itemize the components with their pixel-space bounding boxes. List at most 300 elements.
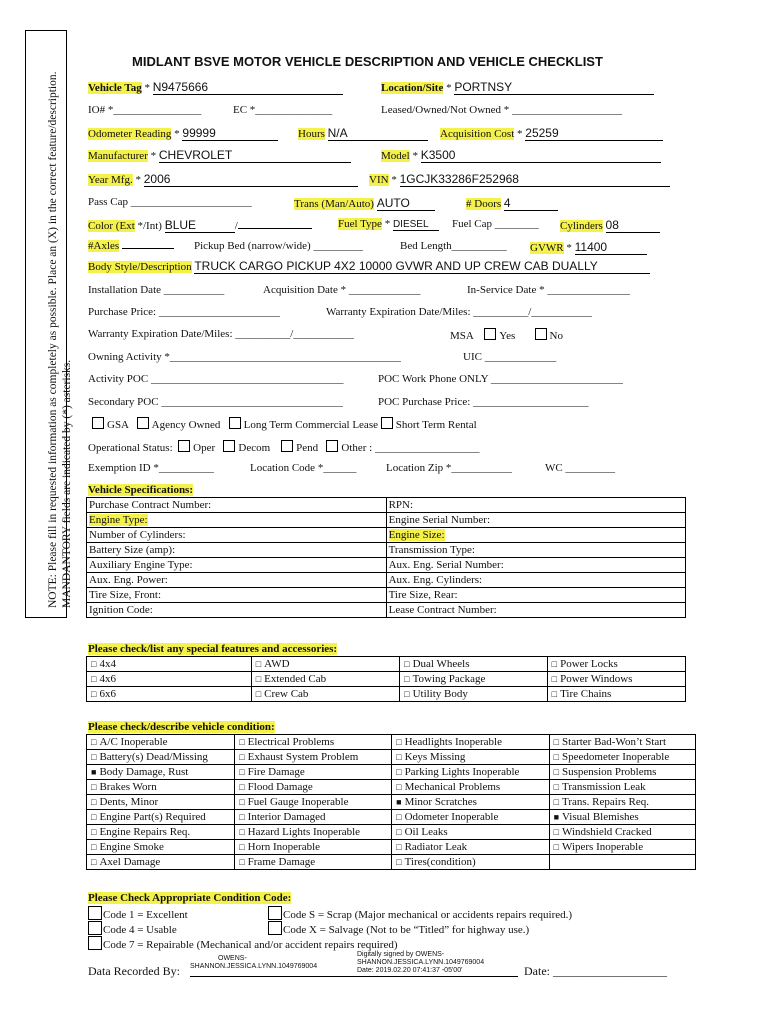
condition-item[interactable] bbox=[87, 825, 235, 840]
specs-cell-label: Transmission Type: bbox=[388, 544, 475, 556]
lease-options-row bbox=[92, 417, 477, 431]
condition-row bbox=[87, 750, 696, 765]
fuel-cap-field[interactable]: Fuel Cap ________ bbox=[452, 218, 539, 230]
condition-item[interactable] bbox=[235, 780, 392, 795]
condition-label: Parking Lights Inoperable bbox=[404, 766, 520, 778]
condition-label: Frame Damage bbox=[247, 856, 316, 868]
condition-checkbox[interactable]: □ bbox=[553, 767, 560, 777]
condition-label: Tires(condition) bbox=[404, 856, 476, 868]
specs-cell-label: Aux. Eng. Cylinders: bbox=[388, 574, 483, 586]
condition-item[interactable] bbox=[87, 735, 235, 750]
condition-item[interactable] bbox=[392, 765, 549, 780]
condition-item[interactable] bbox=[392, 825, 549, 840]
doors-row bbox=[466, 196, 558, 211]
feature-checkbox[interactable]: □ bbox=[255, 659, 262, 669]
condition-item[interactable] bbox=[87, 855, 235, 870]
condition-item[interactable] bbox=[549, 825, 695, 840]
condition-checkbox[interactable]: □ bbox=[91, 782, 97, 792]
cylinders-field[interactable]: 08 bbox=[606, 218, 660, 233]
feature-item[interactable] bbox=[87, 672, 252, 687]
location-site-label: Location/Site bbox=[381, 82, 444, 94]
specs-table bbox=[86, 497, 686, 618]
fuel-type-row: Fuel Type * DIESEL bbox=[338, 218, 439, 231]
trans-row bbox=[294, 196, 435, 211]
cylinders-row bbox=[560, 218, 660, 233]
condition-label: A/C Inoperable bbox=[99, 736, 168, 748]
condition-item[interactable] bbox=[549, 750, 695, 765]
specs-cell-label: Auxiliary Engine Type: bbox=[89, 559, 193, 571]
vin-field[interactable]: 1GCJK33286F252968 bbox=[400, 172, 670, 187]
condition-label: Trans. Repairs Req. bbox=[562, 796, 649, 808]
msa-no-checkbox[interactable] bbox=[535, 328, 547, 340]
long-term-lease-label: Long Term Commercial Lease bbox=[243, 419, 378, 431]
owning-activity-field[interactable]: Owning Activity *__________________________________________ bbox=[88, 351, 401, 363]
feature-label: Power Locks bbox=[560, 658, 618, 670]
specs-cell[interactable] bbox=[386, 603, 685, 618]
specs-cell[interactable] bbox=[386, 513, 685, 528]
condition-checkbox[interactable]: □ bbox=[91, 842, 97, 852]
specs-cell[interactable] bbox=[87, 498, 387, 513]
condition-checkbox[interactable]: □ bbox=[91, 827, 97, 837]
condition-item[interactable] bbox=[87, 795, 235, 810]
trans-field[interactable]: AUTO bbox=[377, 196, 435, 211]
condition-label: Starter Bad-Won’t Start bbox=[562, 736, 667, 748]
condition-label: Fuel Gauge Inoperable bbox=[247, 796, 349, 808]
condition-item[interactable] bbox=[549, 765, 695, 780]
wc-field[interactable]: WC _________ bbox=[545, 462, 615, 474]
acq-cost-row: Acquisition Cost * 25259 bbox=[440, 126, 663, 141]
data-recorded-by-label: Data Recorded By: bbox=[88, 964, 180, 978]
code1-checkbox[interactable] bbox=[88, 906, 102, 920]
feature-checkbox[interactable]: □ bbox=[91, 689, 97, 699]
color-label: Color (Ext bbox=[88, 220, 135, 232]
pickup-bed-field[interactable]: Pickup Bed (narrow/wide) _________ bbox=[194, 240, 363, 252]
short-term-rental-label: Short Term Rental bbox=[395, 419, 477, 431]
feature-label: 6x6 bbox=[99, 688, 116, 700]
axles-label: #Axles bbox=[88, 240, 120, 252]
feature-label: 4x6 bbox=[99, 673, 116, 685]
digital-signature-info bbox=[357, 951, 484, 975]
condition-item[interactable] bbox=[235, 810, 392, 825]
oper-label: Oper bbox=[193, 442, 216, 454]
feature-item[interactable] bbox=[400, 657, 548, 672]
condition-item[interactable] bbox=[549, 735, 695, 750]
features-header: Please check/list any special features and accessories: bbox=[88, 643, 338, 655]
specs-cell[interactable] bbox=[386, 558, 685, 573]
condition-item[interactable] bbox=[549, 780, 695, 795]
condition-item[interactable] bbox=[235, 855, 392, 870]
condition-label: Horn Inoperable bbox=[247, 841, 321, 853]
model-field[interactable]: K3500 bbox=[421, 148, 661, 163]
condition-label: Electrical Problems bbox=[247, 736, 335, 748]
warranty-exp-field[interactable]: Warranty Expiration Date/Miles: __________/___________ bbox=[326, 306, 592, 318]
in-service-date-field[interactable]: In-Service Date * _______________ bbox=[467, 284, 630, 296]
decom-checkbox[interactable] bbox=[223, 440, 235, 452]
specs-cell[interactable] bbox=[386, 573, 685, 588]
feature-label: Utility Body bbox=[412, 688, 468, 700]
digital-line2: SHANNON.JESSICA.LYNN.1049769004 bbox=[357, 959, 485, 966]
hours-row bbox=[298, 126, 428, 141]
vehicle-tag-label: Vehicle Tag bbox=[88, 82, 142, 94]
specs-cell[interactable] bbox=[87, 528, 387, 543]
condition-checkbox[interactable]: ■ bbox=[396, 797, 402, 807]
features-table bbox=[86, 656, 686, 702]
feature-item[interactable] bbox=[400, 672, 548, 687]
agency-owned-checkbox[interactable] bbox=[137, 417, 149, 429]
feature-checkbox[interactable]: □ bbox=[551, 659, 558, 669]
pend-label: Pend bbox=[296, 442, 319, 454]
condition-item[interactable] bbox=[549, 795, 695, 810]
specs-cell-label: Engine Type: bbox=[89, 514, 148, 526]
condition-label: Battery(s) Dead/Missing bbox=[99, 751, 208, 763]
feature-label: Towing Package bbox=[412, 673, 486, 685]
condition-item[interactable] bbox=[392, 855, 549, 870]
purchase-price-field[interactable]: Purchase Price: ______________________ bbox=[88, 306, 280, 318]
condition-row bbox=[87, 780, 696, 795]
oper-checkbox[interactable] bbox=[178, 440, 190, 452]
specs-cell[interactable] bbox=[87, 543, 387, 558]
feature-checkbox[interactable]: □ bbox=[551, 674, 558, 684]
condition-checkbox[interactable]: □ bbox=[239, 857, 245, 867]
decom-label: Decom bbox=[238, 442, 271, 454]
condition-item[interactable] bbox=[549, 810, 695, 825]
pend-checkbox[interactable] bbox=[281, 440, 293, 452]
feature-item[interactable] bbox=[87, 657, 252, 672]
specs-cell[interactable] bbox=[87, 603, 387, 618]
condition-checkbox[interactable]: □ bbox=[396, 812, 402, 822]
body-style-field[interactable]: TRUCK CARGO PICKUP 4X2 10000 GVWR AND UP CREW CAB DUALLY bbox=[194, 259, 650, 274]
condition-checkbox[interactable]: □ bbox=[396, 737, 402, 747]
feature-label: Tire Chains bbox=[560, 688, 612, 700]
activity-poc-field[interactable]: Activity POC ___________________________________ bbox=[88, 373, 344, 385]
other-checkbox[interactable] bbox=[326, 440, 338, 452]
specs-cell-label: Battery Size (amp): bbox=[89, 544, 176, 556]
pass-cap-field[interactable]: Pass Cap ______________________ bbox=[88, 196, 252, 208]
condition-checkbox[interactable]: ■ bbox=[553, 812, 560, 822]
acq-cost-field[interactable]: 25259 bbox=[525, 126, 663, 141]
location-site-field[interactable]: PORTNSY bbox=[454, 80, 654, 95]
poc-purchase-price-field[interactable]: POC Purchase Price: _____________________ bbox=[378, 396, 589, 408]
specs-cell[interactable] bbox=[386, 588, 685, 603]
condition-item[interactable] bbox=[235, 765, 392, 780]
condition-label: Windshield Cracked bbox=[562, 826, 652, 838]
feature-label: Dual Wheels bbox=[412, 658, 470, 670]
code7-checkbox[interactable] bbox=[88, 936, 102, 950]
condition-label: Flood Damage bbox=[247, 781, 313, 793]
condition-checkbox[interactable]: □ bbox=[91, 797, 97, 807]
vin-label: VIN bbox=[369, 174, 389, 186]
location-code-field[interactable]: Location Code *______ bbox=[250, 462, 357, 474]
color-ext-field[interactable]: BLUE bbox=[165, 218, 235, 233]
codeX-checkbox[interactable] bbox=[268, 921, 282, 935]
year-field[interactable]: 2006 bbox=[144, 172, 358, 187]
date-field[interactable]: Date: ___________________ bbox=[524, 964, 667, 978]
vin-row: VIN * 1GCJK33286F252968 bbox=[369, 172, 670, 187]
year-row: Year Mfg. * 2006 bbox=[88, 172, 358, 187]
condition-item[interactable] bbox=[392, 780, 549, 795]
feature-item[interactable] bbox=[87, 687, 252, 702]
odometer-label: Odometer Reading bbox=[88, 128, 172, 140]
feature-checkbox[interactable]: □ bbox=[404, 689, 410, 699]
axles-field[interactable] bbox=[122, 248, 174, 249]
codeS-checkbox[interactable] bbox=[268, 906, 282, 920]
code7-label: Code 7 = Repairable (Mechanical and/or accident repairs required) bbox=[103, 939, 398, 951]
features-row bbox=[87, 687, 686, 702]
year-label: Year Mfg. bbox=[88, 174, 133, 186]
condition-label: Headlights Inoperable bbox=[404, 736, 502, 748]
specs-cell-label: Tire Size, Front: bbox=[89, 589, 162, 601]
color-row: Color (Ext */Int) BLUE / bbox=[88, 218, 312, 233]
condition-checkbox[interactable]: □ bbox=[553, 827, 560, 837]
feature-label: AWD bbox=[264, 658, 290, 670]
condition-checkbox[interactable]: □ bbox=[553, 752, 560, 762]
acq-cost-label: Acquisition Cost bbox=[440, 128, 515, 140]
vehicle-tag-row: Vehicle Tag * N9475666 bbox=[88, 80, 343, 95]
hours-field[interactable]: N/A bbox=[328, 126, 428, 141]
model-row: Model * K3500 bbox=[381, 148, 661, 163]
msa-row bbox=[450, 328, 563, 342]
condition-label: Mechanical Problems bbox=[404, 781, 501, 793]
condition-checkbox[interactable]: □ bbox=[239, 842, 245, 852]
fuel-type-field[interactable]: DIESEL bbox=[393, 219, 439, 231]
specs-cell[interactable] bbox=[87, 573, 387, 588]
condition-checkbox[interactable]: □ bbox=[553, 842, 560, 852]
condition-row bbox=[87, 840, 696, 855]
condition-row bbox=[87, 855, 696, 870]
condition-checkbox[interactable]: □ bbox=[239, 737, 245, 747]
poc-work-phone-field[interactable]: POC Work Phone ONLY ________________________ bbox=[378, 373, 623, 385]
condition-checkbox[interactable]: □ bbox=[91, 857, 97, 867]
short-term-rental-checkbox[interactable] bbox=[381, 417, 393, 429]
specs-cell-label: Number of Cylinders: bbox=[89, 529, 186, 541]
condition-checkbox[interactable]: □ bbox=[396, 827, 402, 837]
condition-item[interactable] bbox=[235, 735, 392, 750]
condition-checkbox[interactable]: □ bbox=[396, 782, 402, 792]
code4-checkbox[interactable] bbox=[88, 921, 102, 935]
signature-name-line1: OWENS- bbox=[218, 955, 247, 962]
condition-label: Visual Blemishes bbox=[562, 811, 639, 823]
ec-field[interactable]: EC *______________ bbox=[233, 104, 333, 116]
model-label: Model bbox=[381, 150, 410, 162]
specs-cell[interactable] bbox=[386, 543, 685, 558]
feature-item[interactable] bbox=[547, 672, 685, 687]
condition-label: Dents, Minor bbox=[99, 796, 159, 808]
feature-item[interactable] bbox=[251, 657, 399, 672]
specs-row bbox=[87, 543, 686, 558]
specs-cell-label: Ignition Code: bbox=[89, 604, 153, 616]
manufacturer-field[interactable]: CHEVROLET bbox=[159, 148, 351, 163]
condition-item[interactable] bbox=[392, 810, 549, 825]
feature-checkbox[interactable]: □ bbox=[255, 674, 262, 684]
condition-item[interactable] bbox=[87, 780, 235, 795]
condition-checkbox[interactable]: □ bbox=[553, 782, 560, 792]
long-term-lease-checkbox[interactable] bbox=[229, 417, 241, 429]
condition-item[interactable] bbox=[235, 840, 392, 855]
condition-item[interactable] bbox=[392, 750, 549, 765]
condition-label: Engine Smoke bbox=[99, 841, 164, 853]
specs-cell-label: Tire Size, Rear: bbox=[388, 589, 458, 601]
condition-checkbox[interactable]: ■ bbox=[91, 767, 97, 777]
condition-row bbox=[87, 765, 696, 780]
condition-checkbox[interactable]: □ bbox=[396, 857, 402, 867]
condition-checkbox[interactable]: □ bbox=[239, 752, 245, 762]
gsa-label: GSA bbox=[107, 419, 129, 431]
condition-label: Body Damage, Rust bbox=[99, 766, 189, 778]
manufacturer-label: Manufacturer bbox=[88, 150, 148, 162]
leased-owned-field[interactable]: Leased/Owned/Not Owned * ____________________ bbox=[381, 104, 623, 116]
condition-header: Please check/describe vehicle condition: bbox=[88, 721, 275, 733]
condition-checkbox[interactable]: □ bbox=[239, 827, 245, 837]
agency-owned-label: Agency Owned bbox=[151, 419, 221, 431]
specs-row bbox=[87, 528, 686, 543]
other-label[interactable]: Other : ___________________ bbox=[341, 442, 480, 454]
op-status-label: Operational Status: bbox=[88, 442, 173, 454]
specs-cell[interactable] bbox=[386, 498, 685, 513]
specs-row bbox=[87, 603, 686, 618]
codeX-row bbox=[268, 921, 529, 936]
installation-date-field[interactable]: Installation Date ___________ bbox=[88, 284, 225, 296]
form-title: MIDLANT BSVE MOTOR VEHICLE DESCRIPTION AND VEHICLE CHECKLIST bbox=[132, 54, 603, 69]
color-int-label: */Int) bbox=[137, 220, 162, 232]
feature-checkbox[interactable]: □ bbox=[91, 674, 97, 684]
acquisition-date-field[interactable]: Acquisition Date * _____________ bbox=[263, 284, 421, 296]
warranty-exp-field-2[interactable]: Warranty Expiration Date/Miles: __________/___________ bbox=[88, 328, 354, 340]
specs-cell[interactable] bbox=[87, 588, 387, 603]
specs-cell-label: Engine Serial Number: bbox=[388, 514, 491, 526]
condition-item[interactable] bbox=[235, 750, 392, 765]
condition-checkbox[interactable]: □ bbox=[396, 842, 402, 852]
signature-name-line2: SHANNON.JESSICA.LYNN.1049769004 bbox=[190, 963, 318, 970]
odometer-field[interactable]: 99999 bbox=[182, 126, 278, 141]
gvwr-label: GVWR bbox=[530, 242, 564, 254]
condition-checkbox[interactable]: □ bbox=[91, 812, 97, 822]
bed-length-field[interactable]: Bed Length__________ bbox=[400, 240, 507, 252]
condition-checkbox[interactable]: □ bbox=[239, 812, 245, 822]
io-field[interactable]: IO# *________________ bbox=[88, 104, 202, 116]
feature-item[interactable] bbox=[547, 687, 685, 702]
specs-cell[interactable] bbox=[386, 528, 685, 543]
operational-status-row bbox=[88, 440, 480, 454]
feature-checkbox[interactable]: □ bbox=[404, 674, 410, 684]
condition-label: Radiator Leak bbox=[404, 841, 468, 853]
doors-field[interactable]: 4 bbox=[504, 196, 558, 211]
condition-checkbox[interactable]: □ bbox=[553, 737, 560, 747]
condition-item[interactable] bbox=[87, 810, 235, 825]
location-zip-field[interactable]: Location Zip *___________ bbox=[386, 462, 512, 474]
msa-no-label: No bbox=[549, 330, 563, 342]
condition-checkbox[interactable]: □ bbox=[396, 767, 402, 777]
location-site-row: Location/Site * PORTNSY bbox=[381, 80, 654, 95]
condition-label: Hazard Lights Inoperable bbox=[247, 826, 361, 838]
feature-checkbox[interactable]: □ bbox=[255, 689, 262, 699]
feature-item[interactable] bbox=[547, 657, 685, 672]
feature-label: Crew Cab bbox=[264, 688, 309, 700]
code1-row bbox=[88, 906, 188, 921]
body-style-label: Body Style/Description bbox=[88, 261, 192, 273]
condition-item[interactable] bbox=[87, 750, 235, 765]
gsa-checkbox[interactable] bbox=[92, 417, 104, 429]
msa-yes-label: Yes bbox=[499, 330, 516, 342]
condition-label: Oil Leaks bbox=[404, 826, 448, 838]
digital-line1: Digitally signed by OWENS- bbox=[357, 951, 445, 958]
specs-cell-label: Purchase Contract Number: bbox=[89, 499, 212, 511]
condition-checkbox[interactable]: □ bbox=[239, 797, 245, 807]
condition-item[interactable] bbox=[235, 825, 392, 840]
code1-label: Code 1 = Excellent bbox=[103, 909, 188, 921]
condition-item[interactable] bbox=[235, 795, 392, 810]
side-note-text: NOTE: Please fill in requested information as completely as possible. Place an (X) in the correct feature/description. MANDANTORY fields are indicated by (*) asterisks. bbox=[47, 71, 73, 608]
features-row bbox=[87, 657, 686, 672]
specs-cell[interactable] bbox=[87, 513, 387, 528]
feature-item[interactable] bbox=[251, 687, 399, 702]
feature-checkbox[interactable]: □ bbox=[91, 659, 97, 669]
code7-row bbox=[88, 936, 398, 951]
condition-label: Keys Missing bbox=[404, 751, 466, 763]
condition-checkbox[interactable]: □ bbox=[239, 767, 245, 777]
doors-label: # Doors bbox=[466, 198, 502, 210]
condition-row bbox=[87, 735, 696, 750]
condition-code-header: Please Check Appropriate Condition Code: bbox=[88, 892, 292, 904]
condition-item[interactable] bbox=[392, 795, 549, 810]
feature-item[interactable] bbox=[251, 672, 399, 687]
feature-item[interactable] bbox=[400, 687, 548, 702]
cylinders-label: Cylinders bbox=[560, 220, 603, 232]
condition-item bbox=[549, 855, 695, 870]
condition-row bbox=[87, 810, 696, 825]
feature-label: Power Windows bbox=[560, 673, 633, 685]
fuel-type-label: Fuel Type bbox=[338, 218, 382, 230]
condition-item[interactable] bbox=[87, 765, 235, 780]
msa-label: MSA bbox=[450, 330, 474, 342]
secondary-poc-field[interactable]: Secondary POC _________________________________ bbox=[88, 396, 343, 408]
color-int-field[interactable] bbox=[238, 228, 312, 229]
axles-row bbox=[88, 240, 174, 252]
gvwr-field[interactable]: 11400 bbox=[575, 240, 647, 255]
condition-label: Engine Repairs Req. bbox=[99, 826, 191, 838]
condition-item[interactable] bbox=[392, 840, 549, 855]
specs-cell-label: Aux. Eng. Serial Number: bbox=[388, 559, 504, 571]
condition-item[interactable] bbox=[87, 840, 235, 855]
feature-checkbox[interactable]: □ bbox=[404, 659, 410, 669]
feature-label: Extended Cab bbox=[264, 673, 327, 685]
condition-item[interactable] bbox=[549, 840, 695, 855]
condition-checkbox[interactable]: □ bbox=[239, 782, 245, 792]
feature-label: 4x4 bbox=[99, 658, 116, 670]
specs-row bbox=[87, 558, 686, 573]
condition-item[interactable] bbox=[392, 735, 549, 750]
condition-label: Brakes Worn bbox=[99, 781, 157, 793]
specs-row bbox=[87, 588, 686, 603]
condition-checkbox[interactable]: □ bbox=[553, 797, 560, 807]
code4-row bbox=[88, 921, 177, 936]
codeS-label: Code S = Scrap (Major mechanical or accidents repairs required.) bbox=[283, 909, 573, 921]
specs-cell[interactable] bbox=[87, 558, 387, 573]
uic-field[interactable]: UIC _____________ bbox=[463, 351, 557, 363]
exemption-id-field[interactable]: Exemption ID *__________ bbox=[88, 462, 214, 474]
signature-name-box[interactable] bbox=[190, 955, 317, 971]
features-row bbox=[87, 672, 686, 687]
condition-label: Exhaust System Problem bbox=[247, 751, 359, 763]
specs-cell-label: Aux. Eng. Power: bbox=[89, 574, 168, 586]
vehicle-tag-field[interactable]: N9475666 bbox=[153, 80, 343, 95]
feature-checkbox[interactable]: □ bbox=[551, 689, 558, 699]
condition-checkbox[interactable]: □ bbox=[91, 752, 97, 762]
msa-yes-checkbox[interactable] bbox=[484, 328, 496, 340]
condition-checkbox[interactable]: □ bbox=[396, 752, 402, 762]
body-style-row bbox=[88, 259, 650, 274]
condition-checkbox[interactable]: □ bbox=[91, 737, 97, 747]
condition-label: Speedometer Inoperable bbox=[562, 751, 670, 763]
